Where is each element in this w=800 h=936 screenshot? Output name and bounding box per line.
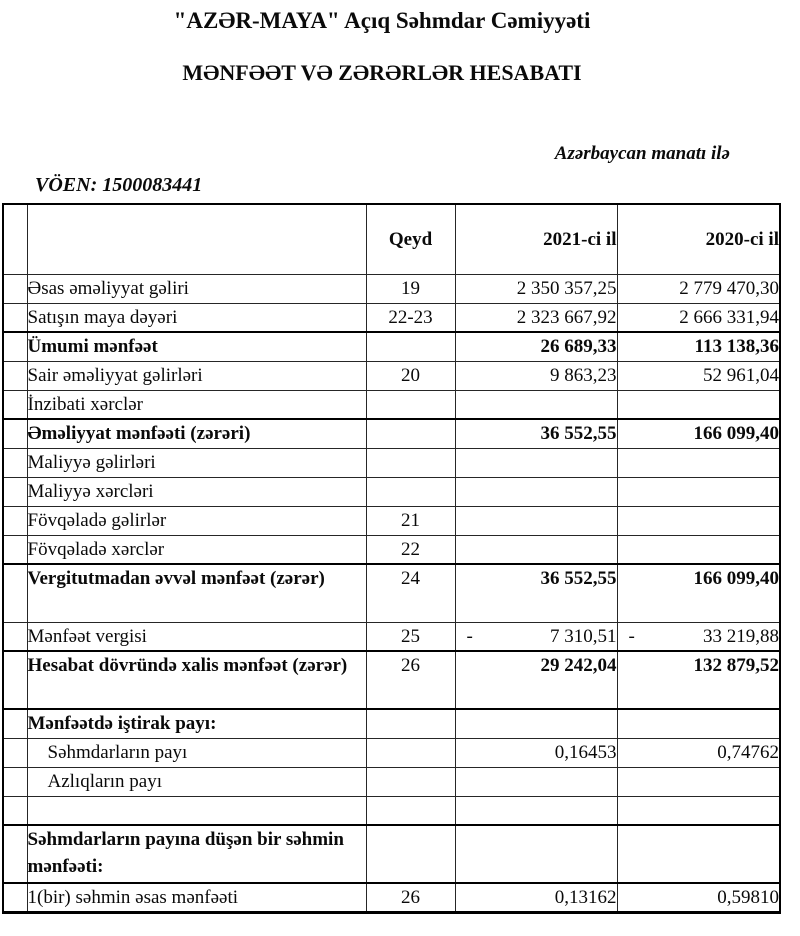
row-label-cell: Maliyyə gəlirləri <box>27 448 366 477</box>
table-row <box>3 332 780 361</box>
value-2021-cell: 36 552,55 <box>455 419 617 448</box>
row-number-cell <box>3 390 27 419</box>
table-row <box>3 767 780 796</box>
column-header-2021: 2021-ci il <box>455 204 617 274</box>
row-label-cell: Fövqəladə gəlirlər <box>27 506 366 535</box>
table-row <box>3 274 780 303</box>
row-number-cell <box>3 796 27 825</box>
row-label-cell: Əsas əməliyyat gəliri <box>27 274 366 303</box>
negative-sign: - <box>466 625 473 647</box>
value-2020-cell: 52 961,04 <box>617 361 780 390</box>
row-number-cell <box>3 448 27 477</box>
note-cell: 24 <box>366 564 455 622</box>
report-title: MƏNFƏƏT VƏ ZƏRƏRLƏR HESABATI <box>182 60 582 85</box>
value-2020-cell <box>617 390 780 419</box>
table-row <box>3 622 780 651</box>
note-cell: 19 <box>366 274 455 303</box>
row-label-cell: İnzibati xərclər <box>27 390 366 419</box>
value-2021-cell <box>455 390 617 419</box>
row-number-cell <box>3 303 27 332</box>
row-number-cell <box>3 332 27 361</box>
table-row <box>3 448 780 477</box>
value-2021-cell <box>455 767 617 796</box>
table-row <box>3 883 780 913</box>
value-2020-cell <box>617 506 780 535</box>
row-number-cell <box>3 883 27 913</box>
row-label-cell: Mənfəətdə iştirak payı: <box>27 709 366 738</box>
value-2021-cell <box>455 448 617 477</box>
note-cell <box>366 825 455 883</box>
note-cell: 22 <box>366 535 455 564</box>
row-number-cell <box>3 419 27 448</box>
row-number-cell <box>3 274 27 303</box>
row-number-cell <box>3 477 27 506</box>
voen-number: VÖEN: 1500083441 <box>35 174 203 196</box>
value-2021-cell: - 7 310,51 <box>455 622 617 651</box>
value-2020-cell <box>617 448 780 477</box>
value-2021-cell <box>455 477 617 506</box>
column-header-note: Qeyd <box>366 204 455 274</box>
value-2021-cell <box>455 825 617 883</box>
note-cell <box>366 709 455 738</box>
table-row <box>3 361 780 390</box>
header-blank-cell <box>3 204 27 274</box>
row-number-cell <box>3 506 27 535</box>
value-2020-cell: 166 099,40 <box>617 564 780 622</box>
row-label-cell: Əməliyyat mənfəəti (zərəri) <box>27 419 366 448</box>
value-2020-cell <box>617 477 780 506</box>
value-2020-cell <box>617 825 780 883</box>
note-cell <box>366 477 455 506</box>
note-cell: 20 <box>366 361 455 390</box>
row-number-cell <box>3 535 27 564</box>
row-label-cell: Mənfəət vergisi <box>27 622 366 651</box>
table-row <box>3 303 780 332</box>
row-number-cell <box>3 361 27 390</box>
row-label-cell: 1(bir) səhmin əsas mənfəəti <box>27 883 366 913</box>
row-label-cell: Satışın maya dəyəri <box>27 303 366 332</box>
row-number-cell <box>3 738 27 767</box>
row-number-cell <box>3 825 27 883</box>
value-2021-cell <box>455 796 617 825</box>
table-row <box>3 709 780 738</box>
value-2021-cell: 9 863,23 <box>455 361 617 390</box>
header-label-blank-cell <box>27 204 366 274</box>
value-2020-cell <box>617 767 780 796</box>
row-number-cell <box>3 651 27 709</box>
note-cell: 26 <box>366 883 455 913</box>
value-2021-cell: 26 689,33 <box>455 332 617 361</box>
profit-loss-table <box>2 203 781 914</box>
note-cell: 22-23 <box>366 303 455 332</box>
row-label-cell: Vergitutmadan əvvəl mənfəət (zərər) <box>27 564 366 622</box>
row-label-cell: Hesabat dövründə xalis mənfəət (zərər) <box>27 651 366 709</box>
value-2020-cell: 2 666 331,94 <box>617 303 780 332</box>
row-number-cell <box>3 564 27 622</box>
note-cell <box>366 738 455 767</box>
row-label-cell: Səhmdarların payı <box>27 738 366 767</box>
note-cell <box>366 767 455 796</box>
value-2021-cell: 0,13162 <box>455 883 617 913</box>
value-2020-cell: 166 099,40 <box>617 419 780 448</box>
company-title: "AZƏR-MAYA" Açıq Səhmdar Cəmiyyəti <box>173 8 591 33</box>
value-2020-cell <box>617 796 780 825</box>
table-row <box>3 738 780 767</box>
row-label-cell <box>27 796 366 825</box>
table-row <box>3 796 780 825</box>
row-number-cell <box>3 709 27 738</box>
value-2021-cell <box>455 506 617 535</box>
value-2021-cell: 29 242,04 <box>455 651 617 709</box>
note-cell: 21 <box>366 506 455 535</box>
value-2021-cell: 36 552,55 <box>455 564 617 622</box>
value-2021-cell: 2 323 667,92 <box>455 303 617 332</box>
column-header-2020: 2020-ci il <box>617 204 780 274</box>
row-label-cell: Azlıqların payı <box>27 767 366 796</box>
row-label-cell: Ümumi mənfəət <box>27 332 366 361</box>
table-row <box>3 564 780 622</box>
table-row <box>3 477 780 506</box>
note-cell: 25 <box>366 622 455 651</box>
value-2021-cell <box>455 709 617 738</box>
value-2020-cell: 132 879,52 <box>617 651 780 709</box>
table-row <box>3 825 780 883</box>
value-2020-cell: 0,59810 <box>617 883 780 913</box>
value-2020-cell: 0,74762 <box>617 738 780 767</box>
value-2021-cell: 0,16453 <box>455 738 617 767</box>
note-cell <box>366 419 455 448</box>
table-row <box>3 419 780 448</box>
row-number-cell <box>3 622 27 651</box>
row-label-cell: Səhmdarların payına düşən bir səhmin mənfəəti: <box>27 825 366 883</box>
note-cell <box>366 390 455 419</box>
value-2021-cell <box>455 535 617 564</box>
note-cell <box>366 796 455 825</box>
table-row <box>3 506 780 535</box>
note-cell <box>366 448 455 477</box>
report-table-body <box>3 274 780 913</box>
note-cell <box>366 332 455 361</box>
table-row <box>3 651 780 709</box>
note-cell: 26 <box>366 651 455 709</box>
negative-sign: - <box>628 625 635 647</box>
row-label-cell: Sair əməliyyat gəlirləri <box>27 361 366 390</box>
value-2020-cell <box>617 535 780 564</box>
row-label-cell: Fövqəladə xərclər <box>27 535 366 564</box>
table-header-row <box>3 204 780 274</box>
table-row <box>3 390 780 419</box>
value-2020-cell: 2 779 470,30 <box>617 274 780 303</box>
row-label-cell: Maliyyə xərcləri <box>27 477 366 506</box>
value-2021-cell: 2 350 357,25 <box>455 274 617 303</box>
table-row <box>3 535 780 564</box>
value-2020-cell: - 33 219,88 <box>617 622 780 651</box>
currency-note: Azərbaycan manatı ilə <box>554 143 730 164</box>
row-number-cell <box>3 767 27 796</box>
value-2020-cell <box>617 709 780 738</box>
value-2020-cell: 113 138,36 <box>617 332 780 361</box>
